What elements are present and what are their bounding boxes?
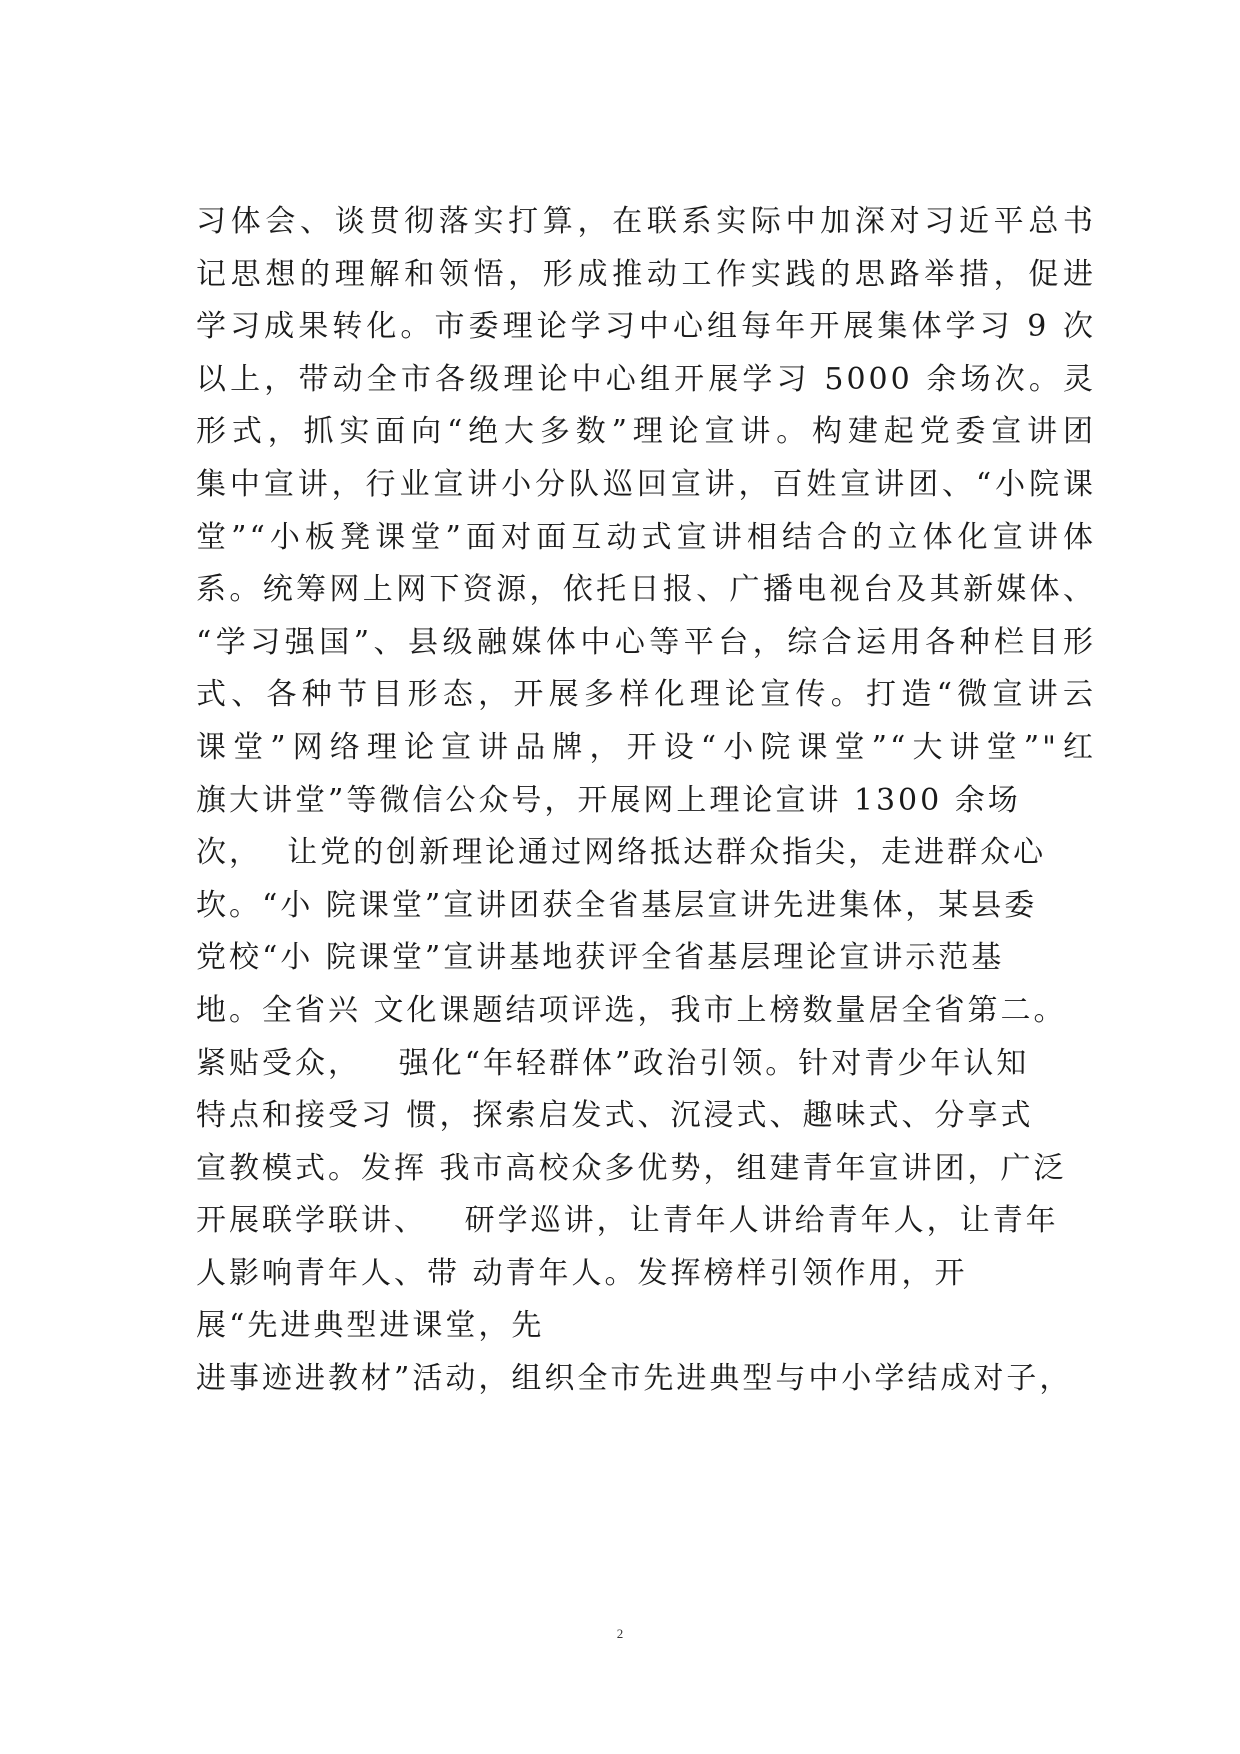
text-line: 学习成果转化。市委理论学习中心组每年开展集体学习 9 次 [196,309,1096,345]
text-line: 特点和接受习 惯，探索启发式、沉浸式、趣味式、分享式 [196,1098,1034,1134]
text-line: 次， 让党的创新理论通过网络抵达群众指尖，走进群众心 [196,835,1047,871]
text-line: 人影响青年人、带 动青年人。发挥榜样引领作用，开 [196,1255,968,1291]
page-number: 2 [616,1626,624,1641]
text-line: 形式，抓实面向“绝大多数”理论宣讲。构建起党委宣讲团 [196,414,1096,450]
text-line: 课堂”网络理论宣讲品牌，开设“小院课堂”“大讲堂”"红 [196,729,1096,765]
text-line: 宣教模式。发挥 我市高校众多优势，组建青年宣讲团，广泛 [196,1150,1067,1186]
text-line: 开展联学联讲、 研学巡讲，让青年人讲给青年人，让青年 [196,1203,1059,1239]
text-line: 集中宣讲，行业宣讲小分队巡回宣讲，百姓宣讲团、“小院课 [196,466,1096,502]
text-line: 党校“小 院课堂”宣讲基地获评全省基层理论宣讲示范基 [196,940,1005,976]
text-line: 式、各种节目形态，开展多样化理论宣传。打造“微宣讲云 [196,677,1096,713]
text-line: 堂”“小板凳课堂”面对面互动式宣讲相结合的立体化宣讲体 [196,519,1096,555]
text-line: 坎。“小 院课堂”宣讲团获全省基层宣讲先进集体，某县委 [196,887,1038,923]
text-line: 展“先进典型进课堂，先 [196,1308,545,1344]
text-line: 地。全省兴 文化课题结项评选，我市上榜数量居全省第二。 [196,992,1067,1028]
text-line: 系。统筹网上网下资源，依托日报、广播电视台及其新媒体、 [196,572,1096,608]
text-line: 旗大讲堂”等微信公众号，开展网上理论宣讲 1300 余场 [196,782,1021,818]
text-line: 以上，带动全市各级理论中心组开展学习 5000 余场次。灵 [196,361,1096,397]
text-line: 习体会、谈贯彻落实打算，在联系实际中加深对习近平总书 [196,204,1096,239]
text-line: 紧贴受众， 强化“年轻群体”政治引领。针对青少年认知 [196,1045,1030,1081]
body-text [196,196,1096,1406]
text-line: “学习强国”、县级融媒体中心等平台，综合运用各种栏目形 [196,624,1096,660]
text-line: 进事迹进教材”活动，组织全市先进典型与中小学结成对子， [196,1361,1073,1397]
text-line: 记思想的理解和领悟，形成推动工作实践的思路举措，促进 [196,256,1096,292]
